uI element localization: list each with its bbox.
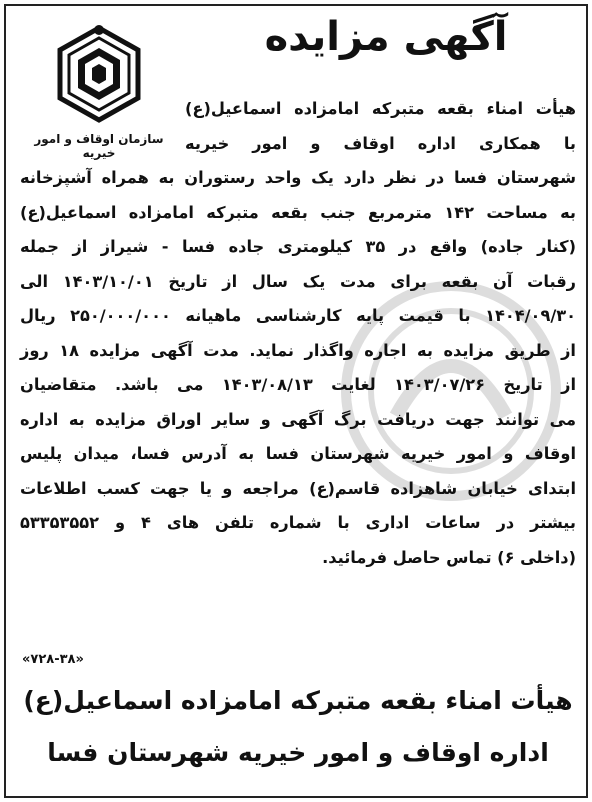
notice-title: آگهی مزایده [264, 14, 508, 60]
signature-endowment-office: اداره اوقاف و امور خیریه شهرستان فسا [47, 738, 549, 767]
body-line: می توانند جهت دریافت برگ آگهی و سایر اوراق مزایده به اداره [20, 409, 576, 429]
body-line: (کنار جاده) واقع در ۳۵ کیلومتری جاده فسا - شیراز از جمله [20, 237, 576, 256]
reference-number: «۷۲۸-۳۸» [22, 652, 84, 667]
body-line: بیشتر در ساعات اداری با شماره تلفن های ۴ و ۵۳۳۵۳۵۵۲ [20, 513, 576, 532]
notice-frame [4, 4, 588, 798]
logo-caption: سازمان اوقاف و امور خیریه [34, 132, 164, 160]
body-line: از تاریخ ۱۴۰۳/۰۷/۲۶ لغایت ۱۴۰۳/۰۸/۱۳ می باشد. متقاضیان [20, 375, 577, 394]
body-line: با همکاری اداره اوقاف و امور خیریه [185, 133, 576, 153]
notice-body [20, 92, 576, 575]
body-line: ۱۴۰۴/۰۹/۳۰ با قیمت پایه کارشناسی ماهیانه ۲۵۰/۰۰۰/۰۰۰ ریال [20, 306, 576, 325]
body-line: از طریق مزایده به اجاره واگذار نماید. مدت آگهی مزایده ۱۸ روز [20, 340, 576, 360]
body-line: اوقاف و امور خیریه شهرستان فسا به آدرس فسا، میدان پلیس [20, 444, 576, 463]
signature-board-of-trustees: هیأت امناء بقعه متبرکه امامزاده اسماعیل(ع) [23, 686, 573, 715]
body-line: رقبات آن بقعه برای مدت یک سال از تاریخ ۱۴۰۳/۱۰/۰۱ الی [20, 271, 577, 291]
body-line: شهرستان فسا در نظر دارد یک واحد رستوران به همراه آشپزخانه [20, 168, 576, 187]
body-line: (داخلی ۶) تماس حاصل فرمائید. [322, 547, 576, 567]
body-line: به مساحت ۱۴۲ مترمربع جنب بقعه متبرکه امامزاده اسماعیل(ع) [20, 202, 576, 222]
body-line: ابتدای خیابان شاهزاده قاسم(ع) مراجعه و یا جهت کسب اطلاعات [20, 478, 576, 498]
body-line: هیأت امناء بقعه متبرکه امامزاده اسماعیل(ع) [185, 99, 576, 118]
